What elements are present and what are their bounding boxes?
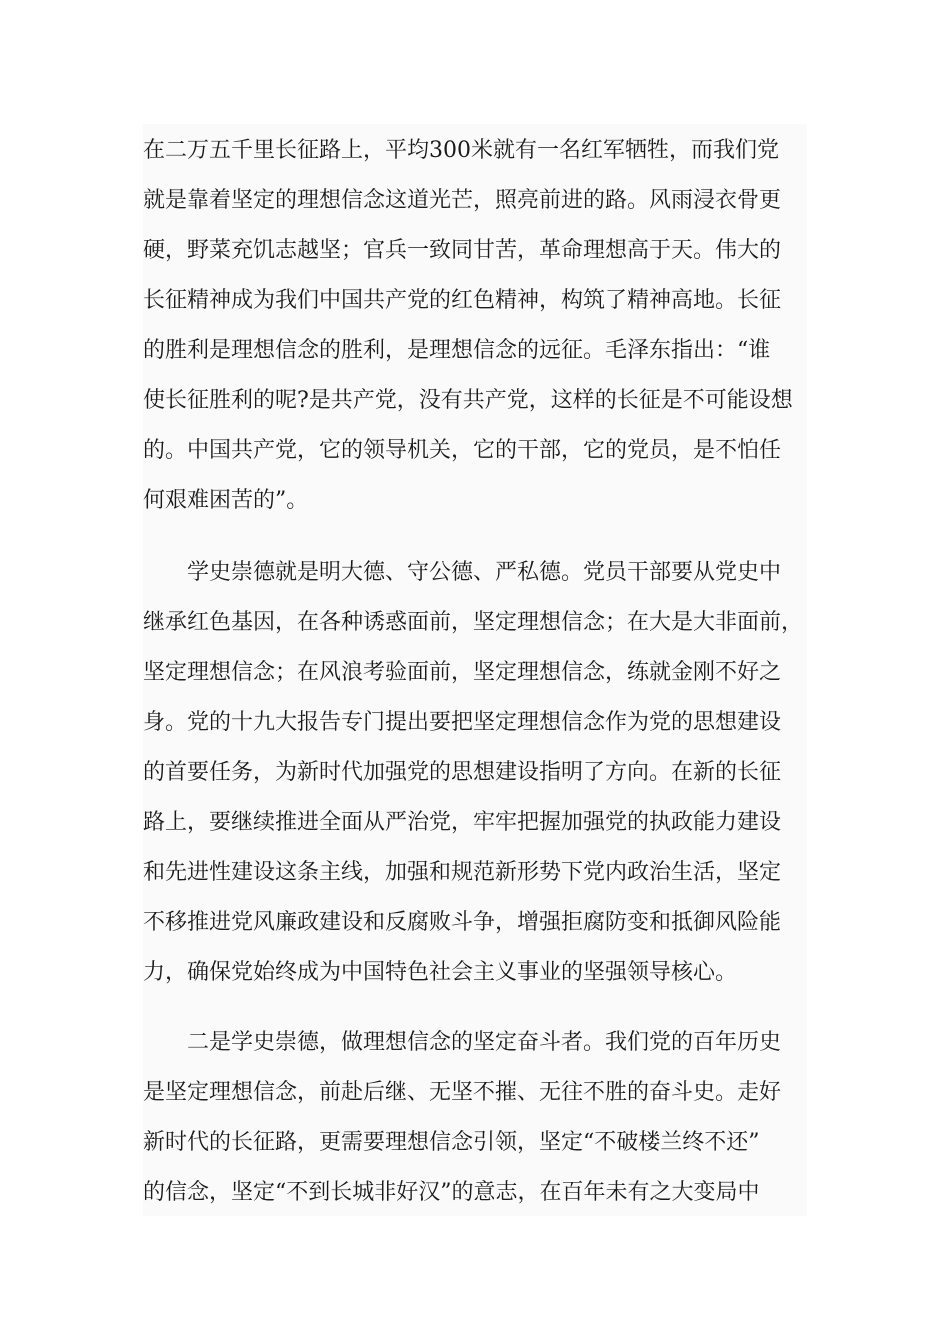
paragraph-virtue (143, 548, 807, 998)
text-line: 长征精神成为我们中国共产党的红色精神，构筑了精神高地。长征 (143, 288, 782, 313)
text-line: 就是靠着坚定的理想信念这道光芒，照亮前进的路。风雨浸衣骨更 (143, 188, 782, 213)
text-line: 的胜利是理想信念的胜利，是理想信念的远征。毛泽东指出：“谁 (143, 338, 771, 363)
text-line: 在二万五千里长征路上，平均300米就有一名红军牺牲，而我们党 (143, 138, 779, 163)
text-block (143, 124, 807, 1216)
text-line: 身。党的十九大报告专门提出要把坚定理想信念作为党的思想建设 (143, 710, 782, 735)
text-line: 不移推进党风廉政建设和反腐败斗争，增强拒腐防变和抵御风险能 (143, 910, 782, 935)
text-line: 的信念，坚定“不到长城非好汉”的意志，在百年未有之大变局中 (143, 1180, 760, 1205)
text-line: 和先进性建设这条主线，加强和规范新形势下党内政治生活，坚定 (143, 860, 782, 885)
text-line: 坚定理想信念；在风浪考验面前，坚定理想信念，练就金刚不好之 (143, 660, 782, 685)
text-line: 的。中国共产党，它的领导机关，它的干部，它的党员，是不怕任 (143, 438, 782, 463)
text-line: 力，确保党始终成为中国特色社会主义事业的坚强领导核心。 (143, 960, 738, 985)
text-line: 路上，要继续推进全面从严治党，牢牢把握加强党的执政能力建设 (143, 810, 782, 835)
text-line: 继承红色基因，在各种诱惑面前，坚定理想信念；在大是大非面前， (143, 610, 804, 635)
text-line: 学史崇德就是明大德、守公德、严私德。党员干部要从党史中 (143, 560, 782, 585)
text-line: 二是学史崇德，做理想信念的坚定奋斗者。我们党的百年历史 (143, 1030, 782, 1055)
paragraph-long-march (143, 126, 807, 526)
text-line: 使长征胜利的呢?是共产党，没有共产党，这样的长征是不可能设想 (143, 388, 793, 413)
text-line: 的首要任务，为新时代加强党的思想建设指明了方向。在新的长征 (143, 760, 782, 785)
text-line: 是坚定理想信念，前赴后继、无坚不摧、无往不胜的奋斗史。走好 (143, 1080, 782, 1105)
text-line: 何艰难困苦的”。 (143, 488, 309, 513)
text-line: 硬，野菜充饥志越坚；官兵一致同甘苦，革命理想高于天。伟大的 (143, 238, 782, 263)
paragraph-striver (143, 1018, 807, 1218)
text-line: 新时代的长征路，更需要理想信念引领，坚定“不破楼兰终不还” (143, 1130, 760, 1155)
